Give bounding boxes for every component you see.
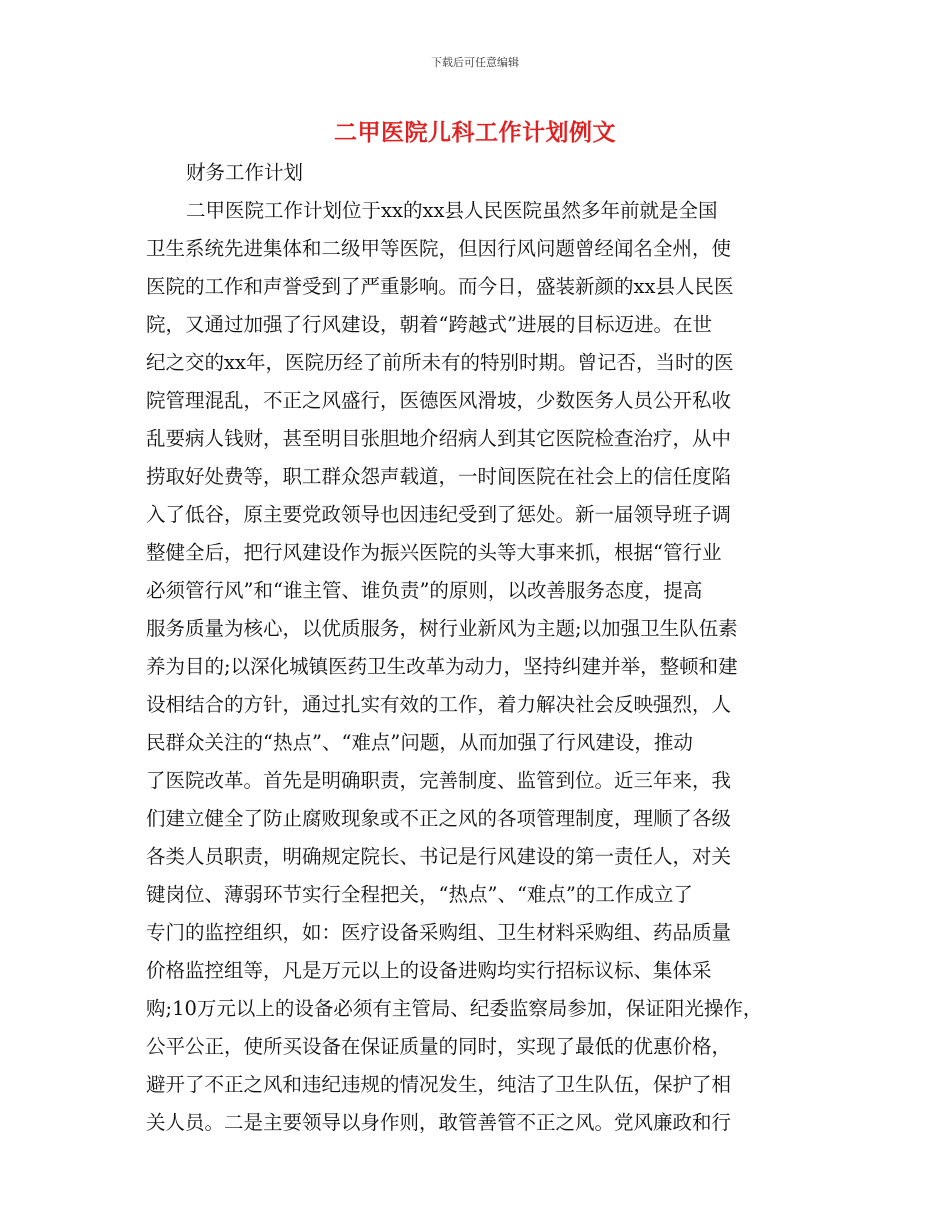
body-line: 专门的监控组织，如：医疗设备采购组、卫生材料采购组、药品质量 [146,921,732,944]
document-title: 二甲医院儿科工作计划例文 [334,120,616,146]
body-line: 整健全后，把行风建设作为振兴医院的头等大事来抓，根据“管行业 [146,541,722,564]
body-line: 捞取好处费等，职工群众怨声载道，一时间医院在社会上的信任度陷 [146,465,732,488]
body-line: 乱要病人钱财，甚至明目张胆地介绍病人到其它医院检查治疗，从中 [146,427,732,450]
body-line: 设相结合的方针，通过扎实有效的工作，着力解决社会反映强烈，人 [146,693,732,716]
body-line: 服务质量为核心，以优质服务，树行业新风为主题;以加强卫生队伍素 [146,617,738,640]
body-line: 必须管行风”和“谁主管、谁负责”的原则，以改善服务态度，提高 [146,579,703,602]
body-line: 关人员。二是主要领导以身作则，敢管善管不正之风。党风廉政和行 [146,1111,732,1134]
section-heading: 财务工作计划 [186,161,304,184]
body-line: 公平公正，使所买设备在保证质量的同时，实现了最低的优惠价格， [146,1035,732,1058]
body-line: 院管理混乱，不正之风盛行，医德医风滑坡，少数医务人员公开私收 [146,389,732,412]
body-line: 避开了不正之风和违纪违规的情况发生，纯洁了卫生队伍，保护了相 [146,1073,732,1096]
body-line: 养为目的;以深化城镇医药卫生改革为动力，坚持纠建并举，整顿和建 [146,655,738,678]
body-line: 键岗位、薄弱环节实行全程把关，“热点”、“难点”的工作成立了 [146,883,693,906]
body-line: 购;10万元以上的设备必须有主管局、纪委监察局参加，保证阳光操作， [146,997,763,1020]
body-line: 价格监控组等，凡是万元以上的设备进购均实行招标议标、集体采 [146,959,712,982]
body-line: 医院的工作和声誉受到了严重影响。而今日，盛装新颜的xx县人民医 [146,275,734,298]
body-line: 们建立健全了防止腐败现象或不正之风的各项管理制度，理顺了各级 [146,807,732,830]
body-line: 了医院改革。首先是明确职责，完善制度、监管到位。近三年来，我 [146,769,732,792]
body-line: 民群众关注的“热点”、“难点”问题，从而加强了行风建设，推动 [146,731,693,754]
page-header-note: 下载后可任意编辑 [431,56,519,69]
body-line: 二甲医院工作计划位于xx的xx县人民医院虽然多年前就是全国 [186,199,718,222]
body-line: 入了低谷，原主要党政领导也因违纪受到了惩处。新一届领导班子调 [146,503,732,526]
body-line: 院，又通过加强了行风建设，朝着“跨越式”进展的目标迈进。在世 [146,313,712,336]
body-line: 各类人员职责，明确规定院长、书记是行风建设的第一责任人，对关 [146,845,732,868]
body-line: 卫生系统先进集体和二级甲等医院，但因行风问题曾经闻名全州，使 [146,237,732,260]
body-line: 纪之交的xx年，医院历经了前所未有的特别时期。曾记否，当时的医 [146,351,734,374]
